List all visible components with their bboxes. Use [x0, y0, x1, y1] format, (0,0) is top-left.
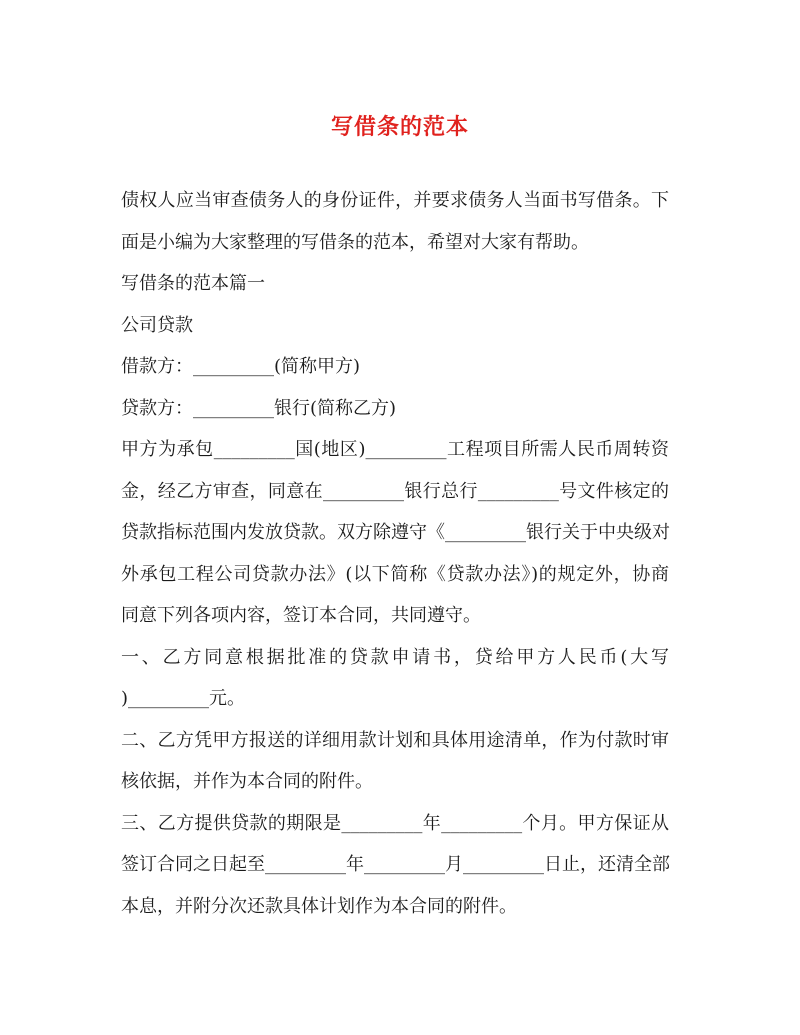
- paragraph-line-11: 同意下列各项内容，签订本合同，共同遵守。: [121, 605, 481, 626]
- document-body: [121, 180, 669, 927]
- subsection-heading: 公司贷款: [121, 314, 193, 336]
- document-title: 写借条的范本: [330, 114, 469, 140]
- paragraph-line-2: 面是小编为大家整理的写借条的范本，希望对大家有帮助。: [121, 231, 589, 253]
- borrower-line: 借款方：_________(简称甲方): [121, 356, 361, 377]
- clause-2-line-2: 核依据，并作为本合同的附件。: [121, 771, 373, 792]
- clause-1-line-2: )_________元。: [121, 688, 246, 709]
- clause-2-line-1: 二、乙方凭甲方报送的详细用款计划和具体用途清单，作为付款时审: [121, 729, 669, 751]
- paragraph-line-10: 外承包工程公司贷款办法》(以下简称《贷款办法》)的规定外，协商: [121, 563, 669, 585]
- clause-3-line-2: 签订合同之日起至_________年_________月_________日止，还清全部: [121, 854, 670, 875]
- clause-3-line-3: 本息，并附分次还款具体计划作为本合同的附件。: [121, 895, 517, 917]
- paragraph-line-8: 金，经乙方审查，同意在_________银行总行_________号文件核定的: [121, 480, 669, 502]
- lender-line: 贷款方：_________银行(简称乙方): [121, 397, 397, 419]
- clause-1-line-1: 一、乙方同意根据批准的贷款申请书，贷给甲方人民币(大写: [121, 646, 669, 668]
- section-heading: 写借条的范本篇一: [121, 273, 265, 294]
- paragraph-line-7: 甲方为承包_________国(地区)_________工程项目所需人民币周转资: [121, 439, 669, 460]
- paragraph-line-9: 贷款指标范围内发放贷款。双方除遵守《_________银行关于中央级对: [121, 522, 670, 543]
- paragraph-line-1: 债权人应当审查债务人的身份证件，并要求债务人当面书写借条。下: [121, 190, 669, 211]
- clause-3-line-1: 三、乙方提供贷款的期限是_________年_________个月。甲方保证从: [121, 812, 669, 834]
